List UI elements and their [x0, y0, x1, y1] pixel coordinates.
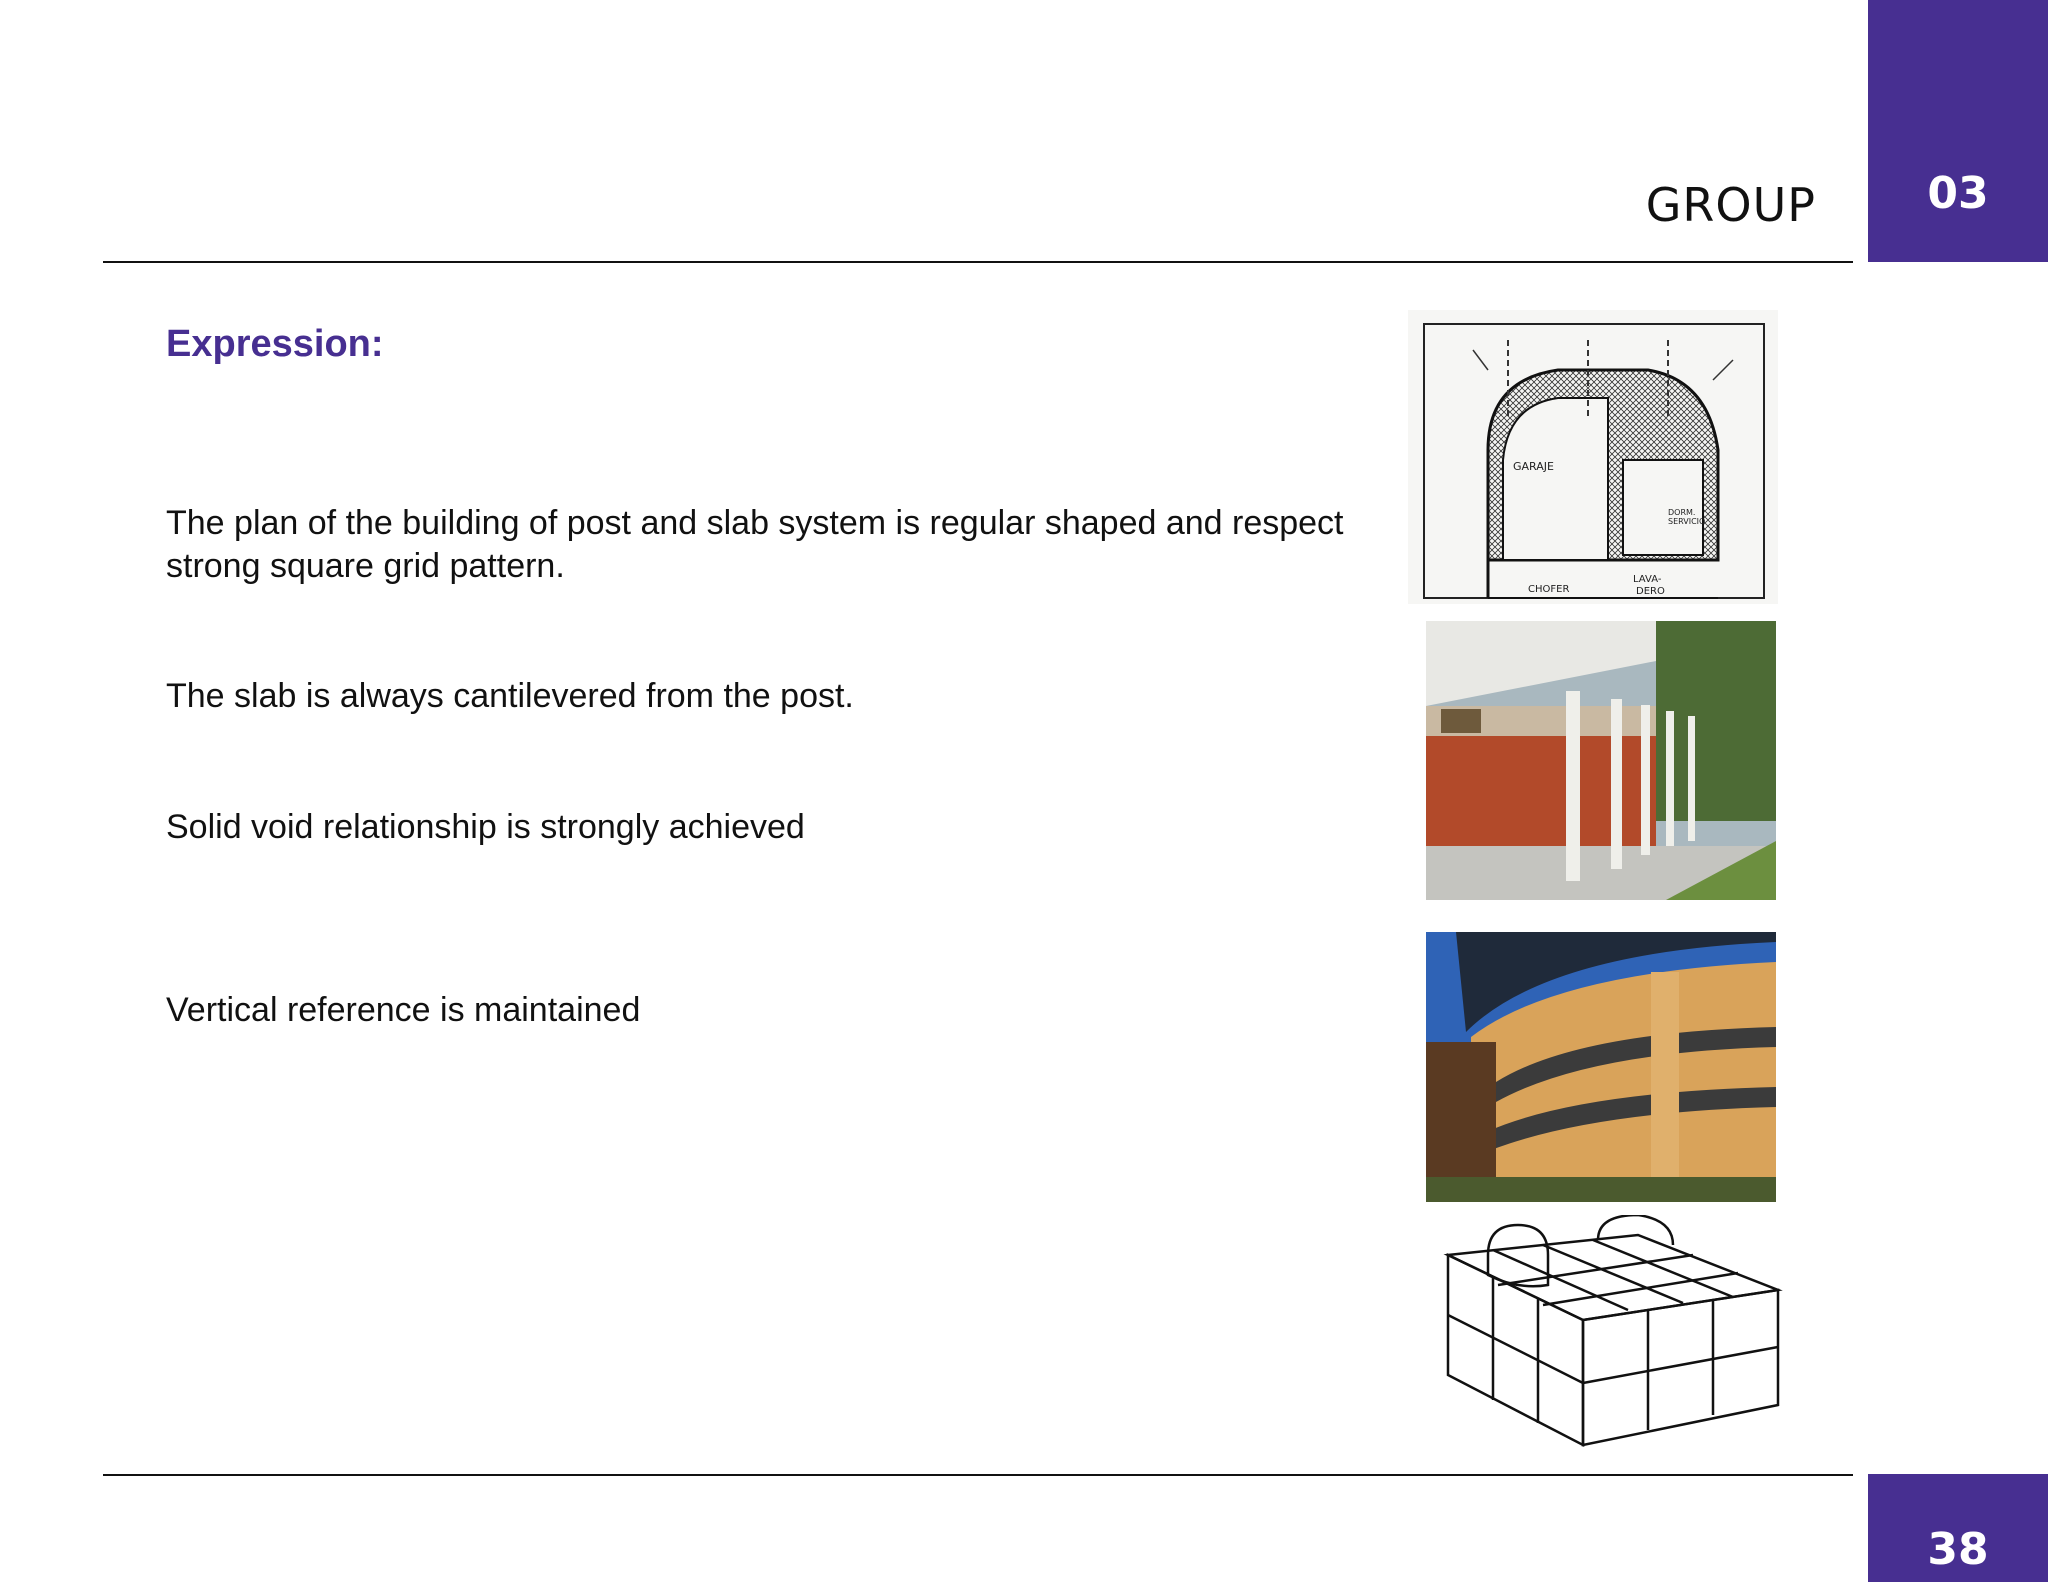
curved-building-photo — [1426, 932, 1776, 1202]
section-heading: Expression: — [166, 323, 384, 365]
paragraph-solid-void: Solid void relationship is strongly achieved — [166, 808, 805, 846]
colonnade-photo — [1426, 621, 1776, 900]
isometric-grid-sketch — [1408, 1215, 1790, 1477]
plan-label-chofer: CHOFER — [1528, 584, 1570, 595]
plan-label-garaje: GARAJE — [1513, 460, 1554, 473]
floor-plan-figure — [1408, 310, 1778, 604]
header-rule — [103, 261, 1853, 263]
group-label: GROUP — [1645, 178, 1816, 232]
plan-label-servicio: SERVICIO — [1668, 517, 1706, 526]
plan-label-dorm: DORM. — [1668, 508, 1696, 517]
footer-rule — [103, 1474, 1853, 1476]
group-number: 03 — [1927, 168, 1989, 219]
paragraph-plan: The plan of the building of post and slab system is regular shaped and respect strong square grid pattern. — [166, 504, 1344, 585]
page-number: 38 — [1927, 1524, 1989, 1575]
paragraph-vertical: Vertical reference is maintained — [166, 991, 641, 1029]
paragraph-slab: The slab is always cantilevered from the post. — [166, 677, 854, 715]
page-number-badge — [1868, 1474, 2048, 1582]
plan-label-lava: LAVA- — [1633, 574, 1662, 585]
plan-label-dero: DERO — [1636, 586, 1665, 597]
group-badge — [1868, 0, 2048, 262]
